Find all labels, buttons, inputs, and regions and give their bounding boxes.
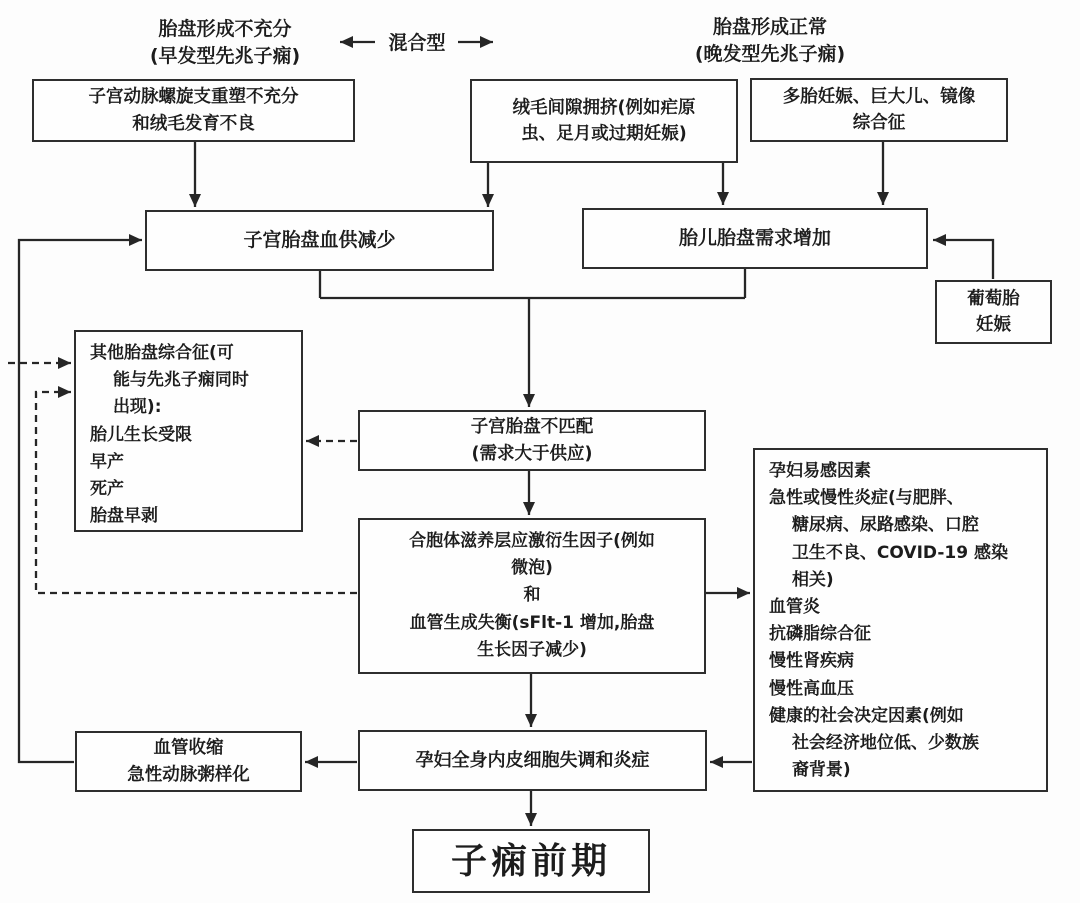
susceptibility-line: 社会经济地位低、少数族 [791, 732, 979, 753]
other-syndromes-line: 胎盘早剥 [90, 506, 158, 527]
other-syndromes-line: 出现): [112, 397, 162, 418]
box-fetoplacental-demand: 胎儿胎盘需求增加 [582, 208, 928, 269]
header-insufficient-placentation [100, 16, 350, 69]
header-mixed-type: 混合型 [388, 32, 446, 54]
header-normal-line2: (晚发型先兆子痫) [694, 42, 846, 65]
header-normal-placentation [645, 14, 895, 67]
villous-line2: 虫、足月或过期妊娠) [521, 124, 687, 144]
susceptibility-line: 血管炎 [769, 596, 820, 617]
susceptibility-line: 急性或慢性炎症(与肥胖、 [769, 488, 964, 509]
vasoconstriction-line1: 血管收缩 [153, 738, 224, 759]
multifetal-line2: 综合征 [852, 113, 906, 133]
connector-supply-demand-join [320, 269, 745, 298]
box-uteroplacental-mismatch [358, 410, 706, 471]
multifetal-line1: 多胎妊娠、巨大儿、镜像 [782, 86, 976, 107]
other-syndromes-line: 其他胎盘综合征(可 [90, 343, 234, 363]
stress-line1-bold: 合胞体滋养层应激衍生因子 [409, 531, 614, 552]
header-insufficient-line1: 胎盘形成不充分 [158, 18, 292, 40]
box-endothelial-dysfunction: 孕妇全身内皮细胞失调和炎症 [358, 730, 707, 791]
other-syndromes-line: 死产 [90, 478, 124, 499]
susceptibility-line: 慢性高血压 [769, 678, 854, 699]
stress-line4-bold: 血管生成失衡 [409, 612, 512, 633]
stress-line1-rest: (例如 [613, 531, 655, 552]
stress-line2: 微泡) [511, 558, 553, 579]
susceptibility-title: 孕妇易感因素 [769, 461, 871, 481]
box-maternal-susceptibility [753, 448, 1048, 792]
other-syndromes-line: 能与先兆子痫同时 [112, 370, 249, 391]
molar-line1: 葡萄胎 [967, 288, 1020, 309]
spiral-line1: 子宫动脉螺旋支重塑不充分 [88, 87, 299, 108]
box-other-placental-syndromes [74, 330, 303, 532]
stress-line3: 和 [523, 585, 541, 606]
box-spiral-remodeling [32, 79, 355, 142]
susceptibility-line: 卫生不良、COVID-19 感染 [791, 542, 1008, 563]
box-vasoconstriction [75, 731, 302, 792]
susceptibility-line: 裔背景) [791, 760, 851, 781]
box-villous-crowding [470, 79, 738, 163]
mismatch-line1: 子宫胎盘不匹配 [470, 417, 594, 438]
box-uteroplacental-supply: 子宫胎盘血供减少 [145, 210, 494, 271]
spiral-line2: 和绒毛发育不良 [132, 113, 255, 134]
susceptibility-line: 糖尿病、尿路感染、口腔 [791, 515, 979, 536]
box-multifetal [750, 78, 1008, 142]
stress-line4 [410, 610, 655, 637]
villous-line1: 绒毛间隙拥挤(例如疟原 [512, 97, 696, 118]
vasoconstriction-line2: 急性动脉粥样化 [127, 764, 250, 785]
arrow-molar-to-demand [933, 240, 993, 279]
stress-line5: 生长因子减少) [477, 639, 587, 660]
other-syndromes-line: 胎儿生长受限 [90, 424, 192, 445]
mismatch-line2: (需求大于供应) [471, 443, 593, 464]
box-preeclampsia: 子痫前期 [412, 829, 650, 893]
susceptibility-line: 抗磷脂综合征 [769, 624, 871, 645]
susceptibility-line: 相关) [791, 569, 834, 590]
header-insufficient-line2: (早发型先兆子痫) [149, 44, 301, 67]
box-stress-factors [358, 518, 706, 674]
other-syndromes-line: 早产 [90, 451, 124, 472]
susceptibility-line: 健康的社会决定因素(例如 [769, 705, 964, 726]
molar-line2: 妊娠 [976, 315, 1011, 335]
stress-line1 [409, 528, 655, 555]
box-molar-pregnancy [935, 280, 1052, 344]
header-normal-line1: 胎盘形成正常 [712, 16, 827, 38]
stress-line4-rest: (sFlt-1 增加,胎盘 [511, 612, 655, 633]
susceptibility-line: 慢性肾疾病 [769, 651, 854, 672]
